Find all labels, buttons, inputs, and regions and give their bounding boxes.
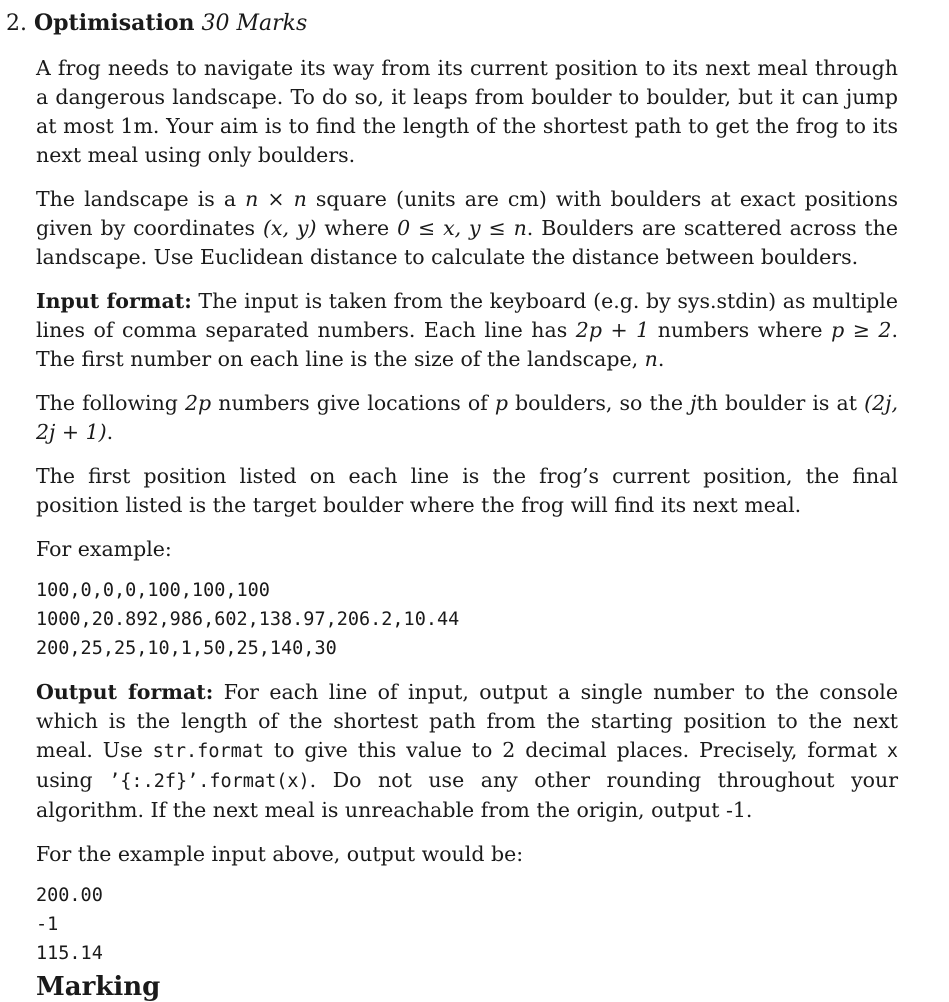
section-body	[36, 54, 898, 1002]
marking-heading: Marking	[36, 972, 161, 1002]
section-marks: 30 Marks	[201, 11, 308, 36]
example-output-line: -1	[36, 914, 59, 935]
example-input-line: 1000,20.892,986,602,138.97,206.2,10.44	[36, 609, 460, 630]
example-input-line: 100,0,0,0,100,100,100	[36, 580, 270, 601]
section-number: 2.	[6, 11, 27, 36]
input-format-paragraph: Input format: The input is taken from the keyboard (e.g. by sys.stdin) as multiple lines of comma separated numbers. Each line has 2p + 1 numbers where p ≥ 2. The first number on each line is the size of the landscape, n.	[36, 289, 898, 371]
boulders-paragraph: The following 2p numbers give locations of p boulders, so the jth boulder is at (2j, 2j + 1).	[36, 391, 898, 444]
example-label: For example:	[36, 537, 172, 561]
landscape-paragraph: The landscape is a n × n square (units are cm) with boulders at exact positions given by coordinates (x, y) where 0 ≤ x, y ≤ n. Boulders are scattered across the landscape. Use Euclidean distance to calculate the distance between boulders.	[36, 187, 898, 269]
example-output-block	[36, 881, 898, 968]
example-input-block	[36, 576, 898, 663]
input-format-label: Input format:	[36, 289, 192, 313]
intro-paragraph: A frog needs to navigate its way from its current position to its next meal through a dangerous landscape. To do so, it leaps from boulder to boulder, but it can jump at most 1m. Your aim is to find the length of the shortest path to get the frog to its next meal using only boulders.	[36, 56, 898, 167]
output-format-paragraph: Output format: For each line of input, output a single number to the console which is the length of the shortest path from the starting position to the next meal. Use str.format to give this value to 2 decimal places. Precisely, format x using ’{:.2f}’.format(x). Do not use any other rounding throughout your algorithm. If the next meal is unreachable from the origin, output -1.	[36, 680, 899, 822]
example-input-line: 200,25,25,10,1,50,25,140,30	[36, 638, 337, 659]
section-heading	[6, 8, 307, 39]
example-output-line: 115.14	[36, 943, 103, 964]
example-output-label: For the example input above, output would be:	[36, 842, 524, 866]
first-position-paragraph: The first position listed on each line is the frog’s current position, the final position listed is the target boulder where the frog will find its next meal.	[36, 464, 898, 517]
example-output-line: 200.00	[36, 885, 103, 906]
section-title: Optimisation	[34, 10, 195, 36]
output-format-label: Output format:	[36, 680, 214, 704]
